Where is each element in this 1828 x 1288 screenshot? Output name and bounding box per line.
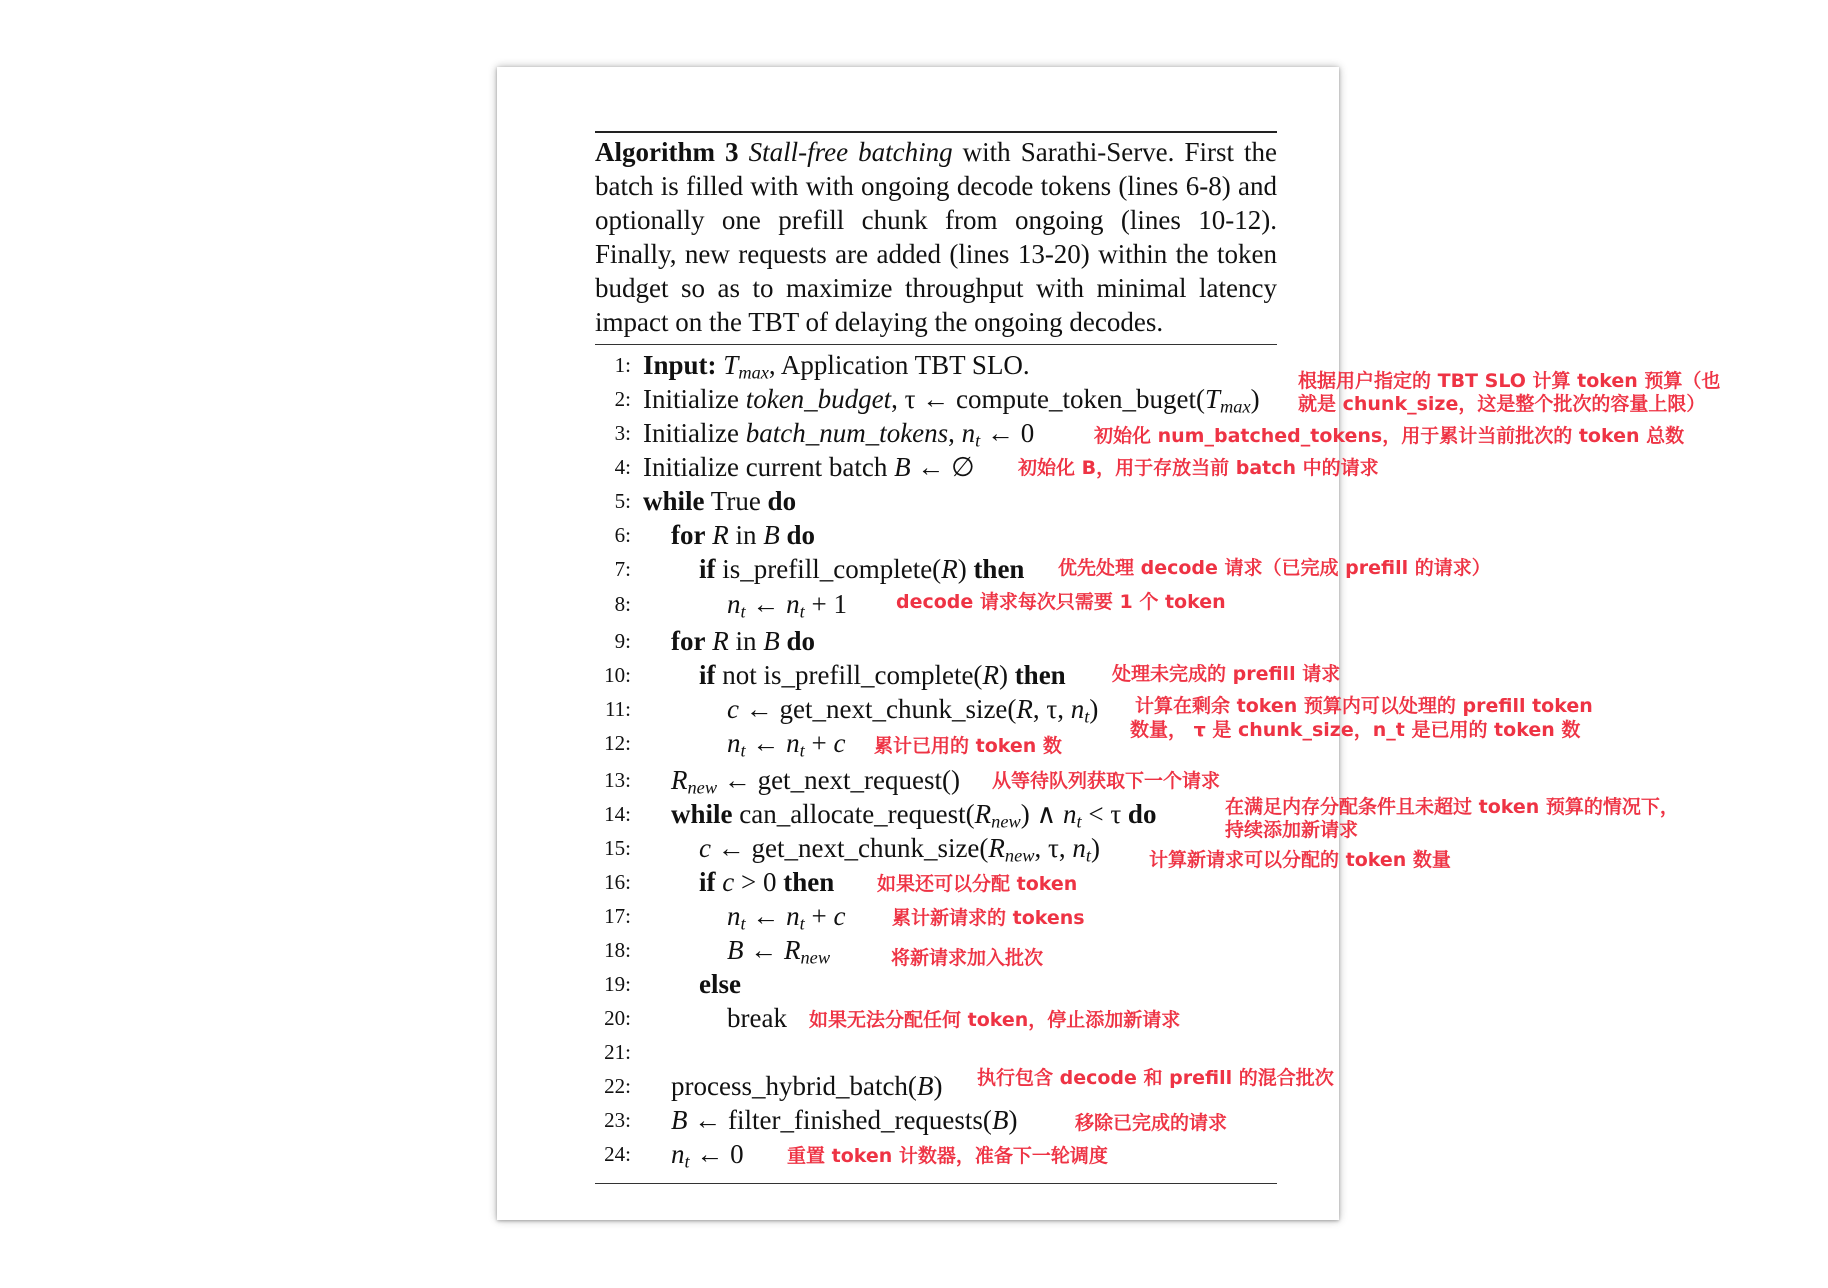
code-text [727, 693, 1098, 725]
code-token: n [786, 901, 800, 931]
code-token: ← [745, 901, 787, 931]
code-token: t [740, 601, 746, 622]
line-number: 1: [614, 353, 631, 377]
code-token: do [786, 626, 816, 656]
annotation-line-2b: 就是 chunk_size，这是整个批次的容量上限） [1298, 393, 1706, 415]
annotation-line-10: 处理未完成的 prefill 请求 [1112, 663, 1341, 685]
code-text [727, 727, 845, 759]
code-token: ← get_next_chunk_size( [738, 694, 1017, 724]
code-token: do [767, 486, 797, 516]
annotation-line-16: 如果还可以分配 token [877, 873, 1078, 895]
code-token: t [740, 740, 746, 761]
code-token: n [727, 728, 741, 758]
code-token [1220, 397, 1251, 417]
code-token: t [799, 601, 805, 622]
annotation-line-14b: 持续添加新请求 [1225, 819, 1359, 841]
code-token: ) [998, 660, 1015, 690]
code-token: batch_num_tokens [745, 418, 949, 448]
annotation-line-4: 初始化 B，用于存放当前 batch 中的请求 [1018, 457, 1379, 479]
line-number: 6: [614, 523, 631, 547]
code-token: process_hybrid_batch( [671, 1071, 917, 1101]
code-token: , [948, 418, 962, 448]
code-token: while [671, 799, 733, 829]
code-token: break [727, 1003, 787, 1033]
code-token: then [973, 554, 1025, 584]
line-number: 17: [604, 904, 631, 928]
code-token: t [1084, 706, 1090, 727]
code-token: n [961, 418, 976, 448]
annotation-line-13: 从等待队列获取下一个请求 [992, 770, 1221, 792]
line-number: 20: [604, 1006, 631, 1030]
code-token: B [894, 452, 911, 482]
code-token: in [728, 520, 764, 550]
code-token: new [687, 777, 718, 798]
code-token: R [671, 765, 688, 795]
code-token: ← [745, 728, 787, 758]
code-token: t [799, 913, 805, 934]
code-token: n [1070, 694, 1085, 724]
code-token: < τ [1081, 799, 1128, 829]
line-number: 24: [604, 1142, 631, 1166]
annotation-line-20: 如果无法分配任何 token，停止添加新请求 [809, 1009, 1181, 1031]
caption-text: with Sarathi-Serve. First the batch is filled with with ongoing decode tokens (lines 6-8) and optionally one prefill chunk from ongoing (lines 10-12). Finally, new requests are added (lines 13-20) within the token budget so as to maximize throughput with minimal latency impact on the TBT of delaying the ongoing decodes. [595, 137, 1278, 337]
annotation-line-24: 重置 token 计数器，准备下一轮调度 [787, 1145, 1108, 1167]
line-number: 8: [614, 592, 631, 616]
code-text [727, 1002, 787, 1034]
code-token: do [1127, 799, 1157, 829]
code-token [738, 363, 769, 383]
line-number: 22: [604, 1074, 631, 1098]
code-token: ) [1089, 694, 1099, 724]
code-token: + 1 [804, 589, 847, 619]
algorithm-label: Algorithm 3 [595, 137, 739, 167]
code-token [780, 626, 787, 656]
code-text [699, 659, 1066, 691]
code-token: n [727, 589, 741, 619]
code-token: then [1014, 660, 1066, 690]
code-token: R [941, 554, 958, 584]
code-token: ← ∅ [910, 452, 975, 482]
code-token: B [671, 1105, 688, 1135]
code-token: , τ ← compute_token_buget( [891, 384, 1205, 414]
annotation-line-11b: 数量， τ 是 chunk_size，n_t 是已用的 token 数 [1130, 719, 1581, 741]
code-token: t [799, 740, 805, 761]
code-token: ) [1008, 1105, 1018, 1135]
code-token: do [786, 520, 816, 550]
code-text [643, 451, 975, 483]
code-token: R [712, 626, 729, 656]
code-text [699, 832, 1100, 864]
annotation-line-22: 执行包含 decode 和 prefill 的混合批次 [977, 1067, 1334, 1089]
code-token: ← 0 [980, 418, 1035, 448]
code-token: for [671, 626, 706, 656]
line-number: 9: [614, 629, 631, 653]
code-token: can_allocate_request( [732, 799, 975, 829]
code-token: R [1016, 694, 1033, 724]
top-rule [595, 131, 1277, 133]
code-text [671, 1138, 744, 1170]
kw-input: Input: [643, 350, 717, 380]
code-text [727, 934, 830, 966]
line-number: 12: [604, 731, 631, 755]
code-text [671, 1104, 1017, 1136]
annotation-line-3: 初始化 num_batched_tokens，用于累计当前批次的 token 总数 [1094, 425, 1685, 447]
code-token: t [975, 430, 981, 451]
code-token: ← [745, 589, 787, 619]
line-number: 11: [604, 697, 631, 721]
code-token: T [1204, 384, 1220, 414]
code-token: Initialize [643, 418, 746, 448]
code-token: new [991, 811, 1021, 832]
code-token: ) [1090, 833, 1100, 863]
code-text [727, 900, 845, 932]
code-token: c [833, 728, 846, 758]
code-token [780, 520, 787, 550]
code-token [991, 812, 1021, 832]
code-token: B [727, 935, 744, 965]
code-text [671, 519, 815, 551]
code-token: True [704, 486, 768, 516]
code-token: new [800, 947, 831, 968]
annotation-line-15: 计算新请求可以分配的 token 数量 [1149, 849, 1451, 871]
line-number: 23: [604, 1108, 631, 1132]
line-number: 18: [604, 938, 631, 962]
line-number: 15: [604, 836, 631, 860]
code-token: T [723, 350, 739, 380]
code-token: then [783, 867, 835, 897]
code-token: ← get_next_chunk_size( [710, 833, 989, 863]
annotation-line-2a: 根据用户指定的 TBT SLO 计算 token 预算（也 [1298, 370, 1721, 392]
code-token: ) ∧ [1020, 799, 1063, 829]
annotation-line-14a: 在满足内存分配条件且未超过 token 预算的情况下， [1225, 796, 1679, 818]
code-token: if [699, 867, 716, 897]
code-token: , τ, [1034, 833, 1073, 863]
code-token: c [727, 694, 739, 724]
line-number: 4: [614, 455, 631, 479]
code-token: + [804, 728, 834, 758]
code-token: B [763, 520, 780, 550]
code-token: new [1004, 845, 1035, 866]
code-token: ← 0 [689, 1139, 744, 1169]
code-token [1005, 846, 1035, 866]
annotation-line-18: 将新请求加入批次 [891, 947, 1044, 969]
annotation-line-8: decode 请求每次只需要 1 个 token [896, 591, 1226, 613]
code-token: , τ, [1032, 694, 1071, 724]
code-token: Initialize [643, 384, 746, 414]
code-token [688, 778, 718, 798]
code-token: ) [933, 1071, 943, 1101]
line-number: 21: [604, 1040, 631, 1064]
line-number: 13: [604, 768, 631, 792]
line-number: 19: [604, 972, 631, 996]
code-token: while [643, 486, 705, 516]
code-token: c [699, 833, 711, 863]
code-token: max [1220, 396, 1251, 417]
code-token: c [833, 901, 846, 931]
code-text [671, 1070, 942, 1102]
line-number: 7: [614, 557, 631, 581]
code-token: not is_prefill_complete( [715, 660, 983, 690]
code-token: ← get_next_request() [717, 765, 960, 795]
annotation-line-12: 累计已用的 token 数 [874, 735, 1062, 757]
line-number: 16: [604, 870, 631, 894]
code-token: token_budget [745, 384, 892, 414]
code-token: t [740, 913, 746, 934]
code-text [643, 417, 1034, 449]
code-text [727, 588, 847, 620]
code-token: + [804, 901, 834, 931]
code-token: , Application TBT SLO. [768, 350, 1030, 380]
code-token: n [671, 1139, 685, 1169]
code-token: R [974, 799, 992, 829]
line-number: 14: [604, 802, 631, 826]
code-token: else [699, 969, 741, 999]
code-text [699, 553, 1024, 585]
code-text [643, 383, 1260, 415]
code-text [643, 349, 1030, 381]
code-token: for [671, 520, 706, 550]
annotation-line-11a: 计算在剩余 token 预算内可以处理的 prefill token [1135, 695, 1593, 717]
code-token: B [763, 626, 780, 656]
code-text [671, 764, 960, 796]
code-token: if [699, 660, 716, 690]
code-text [699, 968, 741, 1000]
code-token: n [1072, 833, 1086, 863]
code-token: B [916, 1071, 934, 1101]
annotation-line-23: 移除已完成的请求 [1075, 1112, 1228, 1134]
bottom-rule [595, 1183, 1277, 1184]
code-token: R [712, 520, 729, 550]
code-token: > 0 [734, 867, 784, 897]
code-token: t [1076, 811, 1082, 832]
code-token: t [1085, 845, 1091, 866]
code-token: is_prefill_complete( [715, 554, 942, 584]
code-token: ← [743, 935, 784, 965]
code-token: B [991, 1105, 1009, 1135]
algorithm-caption [595, 135, 1277, 339]
code-text [671, 625, 815, 657]
code-text [671, 798, 1156, 830]
annotation-line-17: 累计新请求的 tokens [892, 907, 1085, 929]
code-token: c [722, 867, 735, 897]
code-token: n [1062, 799, 1077, 829]
code-token: max [738, 362, 769, 383]
code-token: n [786, 728, 800, 758]
code-token [801, 948, 831, 968]
code-token: ) [1250, 384, 1260, 414]
code-text [699, 866, 834, 898]
code-token: Initialize current batch [643, 452, 895, 482]
code-token: n [786, 589, 800, 619]
code-token: ) [957, 554, 974, 584]
code-token: n [727, 901, 741, 931]
code-token: t [684, 1151, 690, 1172]
code-token: R [784, 935, 801, 965]
code-text [643, 485, 796, 517]
line-number: 5: [614, 489, 631, 513]
code-token: R [988, 833, 1005, 863]
line-number: 10: [604, 663, 631, 687]
code-token: if [699, 554, 716, 584]
algorithm-title: Stall-free batching [748, 137, 953, 167]
line-number: 2: [614, 387, 631, 411]
code-token: in [728, 626, 764, 656]
code-token: ← filter_finished_requests( [687, 1105, 992, 1135]
line-number: 3: [614, 421, 631, 445]
code-token: R [982, 660, 999, 690]
annotation-line-7: 优先处理 decode 请求（已完成 prefill 的请求） [1058, 557, 1491, 579]
